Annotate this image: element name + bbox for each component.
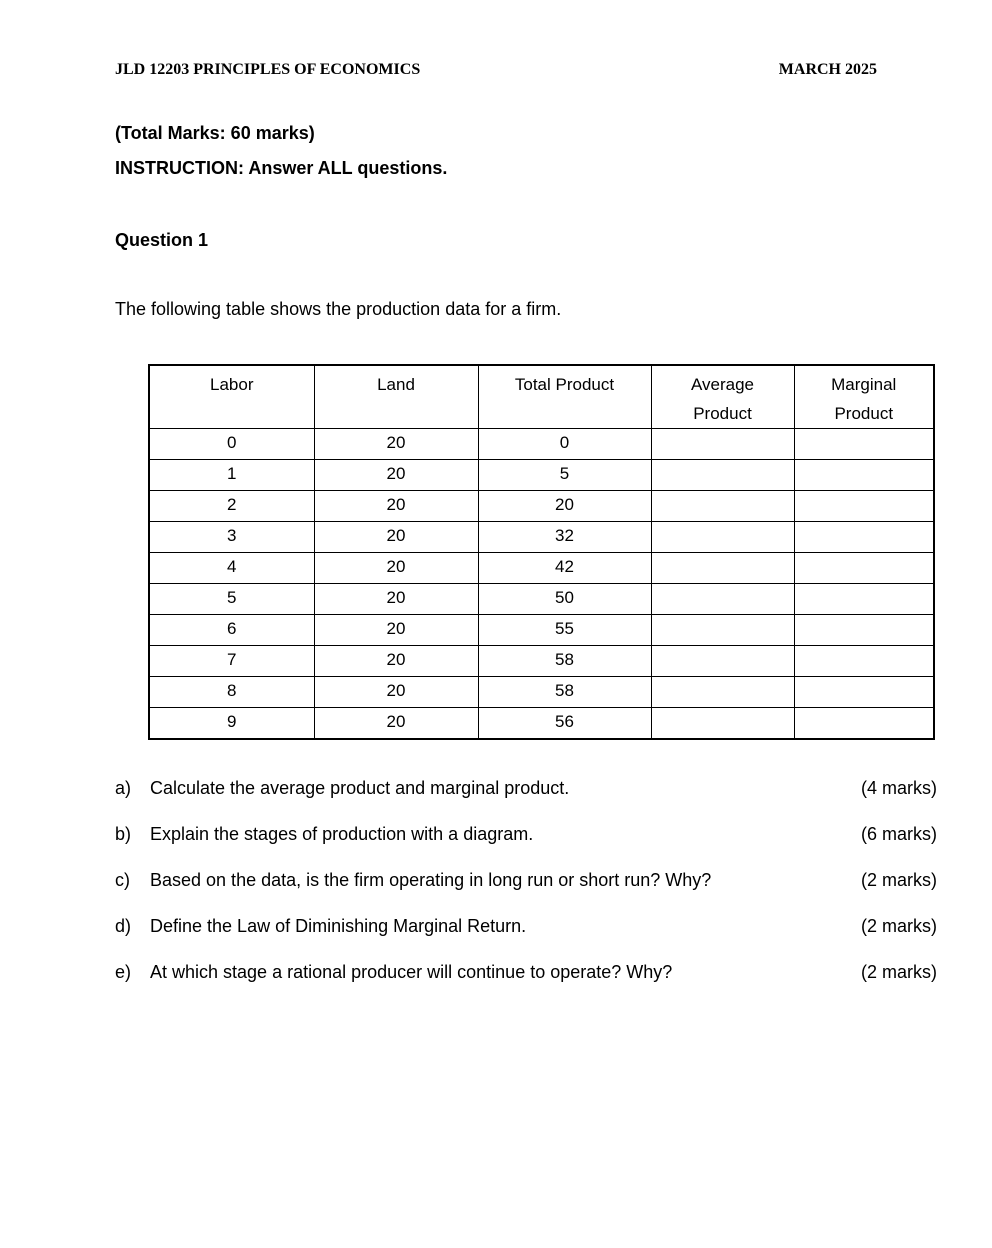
table-row bbox=[149, 677, 934, 708]
col-header-label: Marginal bbox=[831, 375, 897, 394]
question-part-b bbox=[115, 824, 937, 845]
col-header-marginal-product: Marginal Product bbox=[794, 365, 934, 429]
cell-labor: 9 bbox=[149, 708, 314, 739]
cell-total-product: 32 bbox=[478, 522, 651, 553]
col-header-label: Land bbox=[377, 375, 415, 394]
cell-labor: 5 bbox=[149, 584, 314, 615]
cell-total-product: 50 bbox=[478, 584, 651, 615]
cell-average-product bbox=[651, 584, 794, 615]
cell-land: 20 bbox=[314, 646, 478, 677]
question-part-c bbox=[115, 870, 937, 891]
table-row bbox=[149, 429, 934, 460]
cell-land: 20 bbox=[314, 708, 478, 739]
part-text: Define the Law of Diminishing Marginal Return. bbox=[150, 915, 527, 936]
question-part-d bbox=[115, 916, 937, 937]
part-marks: (6 marks) bbox=[861, 823, 937, 844]
col-header-label: Labor bbox=[210, 375, 254, 394]
production-data-table bbox=[148, 364, 935, 740]
cell-average-product bbox=[651, 429, 794, 460]
table-row bbox=[149, 553, 934, 584]
part-marks: (4 marks) bbox=[861, 777, 937, 798]
exam-page bbox=[0, 60, 992, 1248]
cell-total-product: 0 bbox=[478, 429, 651, 460]
part-letter: b) bbox=[115, 823, 132, 844]
cell-labor: 7 bbox=[149, 646, 314, 677]
exam-content bbox=[115, 123, 937, 983]
cell-average-product bbox=[651, 522, 794, 553]
cell-land: 20 bbox=[314, 584, 478, 615]
table-row bbox=[149, 646, 934, 677]
part-text: Explain the stages of production with a diagram. bbox=[150, 823, 534, 844]
part-text: Calculate the average product and marginal product. bbox=[150, 777, 570, 798]
cell-land: 20 bbox=[314, 429, 478, 460]
cell-average-product bbox=[651, 646, 794, 677]
cell-labor: 3 bbox=[149, 522, 314, 553]
course-code-title: JLD 12203 PRINCIPLES OF ECONOMICS bbox=[115, 61, 421, 78]
cell-land: 20 bbox=[314, 553, 478, 584]
cell-marginal-product bbox=[794, 584, 934, 615]
cell-total-product: 5 bbox=[478, 460, 651, 491]
cell-land: 20 bbox=[314, 522, 478, 553]
exam-session: MARCH 2025 bbox=[778, 61, 877, 78]
cell-marginal-product bbox=[794, 646, 934, 677]
part-text: Based on the data, is the firm operating in long run or short run? Why? bbox=[150, 869, 712, 890]
instruction-line: INSTRUCTION: Answer ALL questions. bbox=[115, 158, 448, 178]
part-letter: d) bbox=[115, 915, 132, 936]
cell-labor: 0 bbox=[149, 429, 314, 460]
part-marks: (2 marks) bbox=[861, 869, 937, 890]
cell-average-product bbox=[651, 491, 794, 522]
col-header-labor bbox=[149, 365, 314, 429]
table-row bbox=[149, 522, 934, 553]
cell-marginal-product bbox=[794, 615, 934, 646]
cell-labor: 6 bbox=[149, 615, 314, 646]
part-text: At which stage a rational producer will continue to operate? Why? bbox=[150, 961, 673, 982]
table-row bbox=[149, 708, 934, 739]
cell-average-product bbox=[651, 460, 794, 491]
total-marks-line: (Total Marks: 60 marks) bbox=[115, 123, 315, 143]
cell-marginal-product bbox=[794, 491, 934, 522]
cell-average-product bbox=[651, 615, 794, 646]
cell-total-product: 58 bbox=[478, 677, 651, 708]
cell-total-product: 58 bbox=[478, 646, 651, 677]
cell-land: 20 bbox=[314, 491, 478, 522]
table-row bbox=[149, 584, 934, 615]
cell-marginal-product bbox=[794, 460, 934, 491]
col-header-total-product bbox=[478, 365, 651, 429]
part-letter: e) bbox=[115, 961, 132, 982]
cell-land: 20 bbox=[314, 460, 478, 491]
part-marks: (2 marks) bbox=[861, 915, 937, 936]
cell-marginal-product bbox=[794, 429, 934, 460]
question-parts-list bbox=[115, 778, 937, 983]
col-header-land bbox=[314, 365, 478, 429]
part-marks: (2 marks) bbox=[861, 961, 937, 982]
table-row bbox=[149, 615, 934, 646]
cell-total-product: 55 bbox=[478, 615, 651, 646]
cell-total-product: 42 bbox=[478, 553, 651, 584]
col-header-label: Average bbox=[690, 375, 754, 394]
cell-labor: 8 bbox=[149, 677, 314, 708]
question-1-title: Question 1 bbox=[115, 230, 209, 250]
col-header-average-product: Average Product bbox=[651, 365, 794, 429]
cell-labor: 1 bbox=[149, 460, 314, 491]
cell-total-product: 56 bbox=[478, 708, 651, 739]
question-1-intro: The following table shows the production data for a firm. bbox=[115, 299, 562, 319]
cell-total-product: 20 bbox=[478, 491, 651, 522]
cell-marginal-product bbox=[794, 522, 934, 553]
part-letter: a) bbox=[115, 777, 132, 798]
table-row bbox=[149, 460, 934, 491]
table-header-row bbox=[149, 365, 934, 429]
question-part-e bbox=[115, 962, 937, 983]
cell-average-product bbox=[651, 708, 794, 739]
part-letter: c) bbox=[115, 869, 130, 890]
cell-average-product bbox=[651, 553, 794, 584]
cell-land: 20 bbox=[314, 677, 478, 708]
running-head bbox=[115, 60, 877, 79]
cell-marginal-product bbox=[794, 553, 934, 584]
cell-average-product bbox=[651, 677, 794, 708]
cell-land: 20 bbox=[314, 615, 478, 646]
cell-marginal-product bbox=[794, 708, 934, 739]
question-part-a bbox=[115, 778, 937, 799]
cell-marginal-product bbox=[794, 677, 934, 708]
cell-labor: 2 bbox=[149, 491, 314, 522]
col-header-label: Total Product bbox=[514, 375, 615, 394]
cell-labor: 4 bbox=[149, 553, 314, 584]
table-row bbox=[149, 491, 934, 522]
